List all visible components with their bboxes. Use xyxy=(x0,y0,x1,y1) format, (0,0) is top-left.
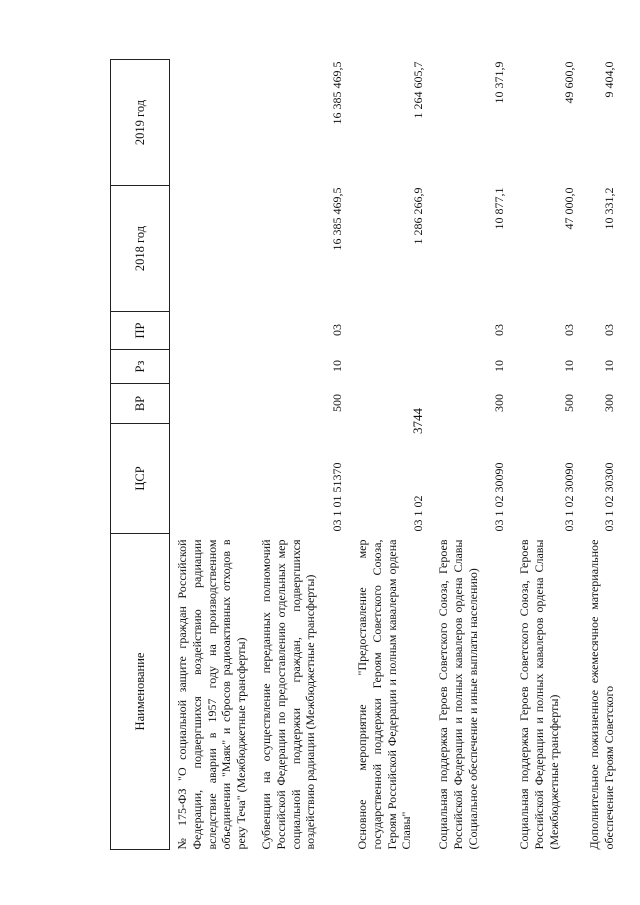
cell-pr xyxy=(350,312,431,350)
cell-pr: 03 xyxy=(491,324,506,336)
cell-2018: 10 331,2 xyxy=(601,187,616,230)
cell-vr: 300 xyxy=(601,394,616,412)
cell-2018: 1 286 266,9 xyxy=(410,187,425,245)
cell-rz xyxy=(350,350,431,384)
header-2019: 2019 год xyxy=(111,60,170,186)
header-row xyxy=(111,60,170,850)
cell-vr xyxy=(170,384,254,424)
cell-rz: 10 xyxy=(601,360,616,372)
cell-rz: 10 xyxy=(491,360,506,372)
page-number: 3744 xyxy=(410,408,425,434)
cell-name: Основное мероприятие "Предоставление мер государственной поддержки Героям Советского Союза, Героям Российской Федерации и полным кавалерам ордена Славы" xyxy=(354,539,414,850)
cell-rz: 10 xyxy=(329,360,344,372)
cell-csr: 03 1 01 51370 xyxy=(329,462,344,532)
cell-name: № 175-ФЗ "О социальной защите граждан Российской Федерации, подвергшихся воздействию радиации вследствие аварии в 1957 году на производственном объединении "Маяк" и сбросов радиоактивных отходов в реку Теча" (Межбюджетные трансферты) xyxy=(175,539,249,850)
cell-vr: 500 xyxy=(329,394,344,412)
cell-2018: 47 000,0 xyxy=(561,187,576,230)
cell-2019: 1 264 605,7 xyxy=(410,61,425,119)
table-row xyxy=(512,60,582,850)
header-vr: ВР xyxy=(111,384,170,424)
cell-csr: 03 1 02 30090 xyxy=(561,462,576,532)
cell-2019: 10 371,9 xyxy=(491,61,506,104)
cell-2018: 16 385 469,5 xyxy=(329,187,344,251)
cell-csr: 03 1 02 30090 xyxy=(491,462,506,532)
cell-csr: 03 1 02 30300 xyxy=(601,462,616,532)
cell-2019: 9 404,0 xyxy=(601,61,616,98)
cell-name: Социальная поддержка Героев Советского Союза, Героев Российской Федерации и полных кавалеров ордена Славы (Социальное обеспечение и иные выплаты населению) xyxy=(435,539,480,850)
cell-pr: 03 xyxy=(329,324,344,336)
cell-rz xyxy=(170,350,254,384)
cell-rz: 10 xyxy=(561,360,576,372)
table-row xyxy=(350,60,431,850)
cell-name: Субвенции на осуществление переданных полномочий Российской Федерации по предоставлению отдельных мер социальной поддержки граждан, подвергшихся воздействию радиации (Межбюджетные трансферты) xyxy=(258,539,318,850)
cell-name: Социальная поддержка Героев Советского Союза, Героев Российской Федерации и полных кавалеров ордена Славы (Межбюджетные трансферты) xyxy=(516,539,561,850)
cell-vr xyxy=(350,384,431,424)
header-pr: ПР xyxy=(111,312,170,350)
table-row xyxy=(582,60,622,850)
budget-table xyxy=(110,59,622,850)
cell-vr: 500 xyxy=(561,394,576,412)
cell-pr: 03 xyxy=(601,324,616,336)
cell-2018: 10 877,1 xyxy=(491,187,506,230)
budget-table-container xyxy=(110,60,616,850)
cell-csr: 03 1 02 xyxy=(410,495,425,532)
cell-name: Дополнительное пожизненное ежемесячное материальное обеспечение Героям Советского xyxy=(586,539,616,850)
cell-2019: 49 600,0 xyxy=(561,61,576,104)
table-row xyxy=(170,60,254,850)
cell-csr xyxy=(170,424,254,534)
cell-2019 xyxy=(170,60,254,186)
cell-2018 xyxy=(170,186,254,312)
table-row xyxy=(254,60,350,850)
header-csr: ЦСР xyxy=(111,424,170,534)
cell-2019: 16 385 469,5 xyxy=(329,61,344,125)
table-row xyxy=(431,60,512,850)
header-rz: Рз xyxy=(111,350,170,384)
header-2018: 2018 год xyxy=(111,186,170,312)
header-name: Наименование xyxy=(111,534,170,850)
cell-pr xyxy=(170,312,254,350)
cell-pr: 03 xyxy=(561,324,576,336)
cell-vr: 300 xyxy=(491,394,506,412)
